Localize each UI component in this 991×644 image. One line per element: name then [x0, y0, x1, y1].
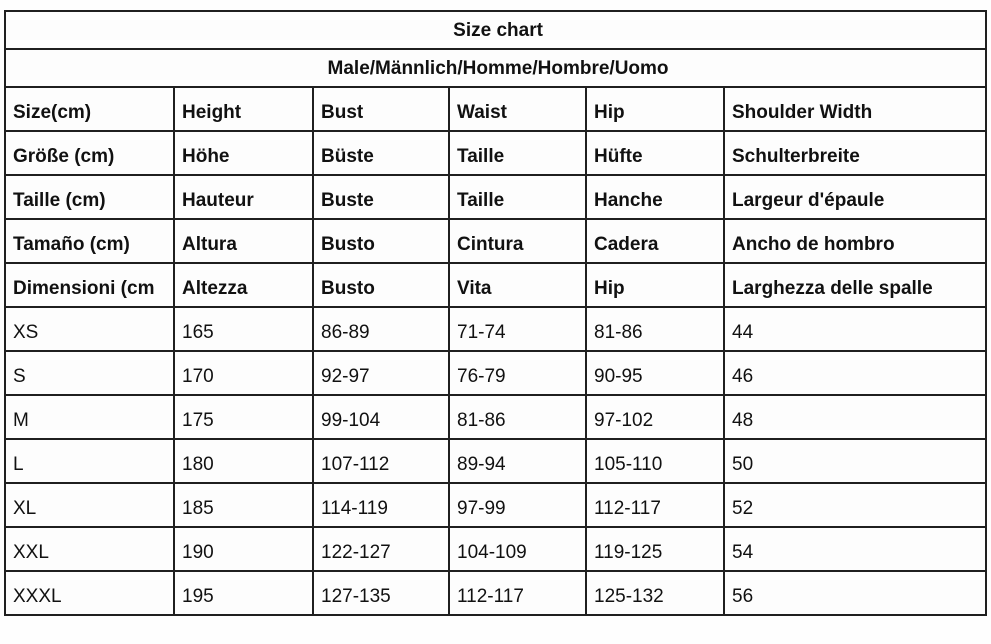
header-cell: Busto: [313, 219, 449, 263]
header-cell: Buste: [313, 175, 449, 219]
header-row: [5, 131, 986, 175]
table-cell: 86-89: [313, 307, 449, 351]
table-subtitle: Male/Männlich/Homme/Hombre/Uomo: [5, 49, 986, 87]
table-cell: 56: [724, 571, 986, 615]
table-cell: 119-125: [586, 527, 724, 571]
header-cell: Hip: [586, 87, 724, 131]
header-cell: Hüfte: [586, 131, 724, 175]
table-cell: 48: [724, 395, 986, 439]
table-row: [5, 527, 986, 571]
table-cell: 81-86: [449, 395, 586, 439]
header-cell: Schulterbreite: [724, 131, 986, 175]
table-cell: 105-110: [586, 439, 724, 483]
table-cell: 97-99: [449, 483, 586, 527]
table-cell: XXXL: [5, 571, 174, 615]
table-cell: 90-95: [586, 351, 724, 395]
table-cell: 175: [174, 395, 313, 439]
header-cell: Taille: [449, 175, 586, 219]
header-cell: Height: [174, 87, 313, 131]
header-cell: Büste: [313, 131, 449, 175]
table-row: [5, 439, 986, 483]
table-cell: XS: [5, 307, 174, 351]
header-cell: Taille (cm): [5, 175, 174, 219]
header-cell: Cintura: [449, 219, 586, 263]
header-row: [5, 87, 986, 131]
header-row: [5, 219, 986, 263]
header-cell: Bust: [313, 87, 449, 131]
table-cell: 54: [724, 527, 986, 571]
header-cell: Cadera: [586, 219, 724, 263]
table-cell: 99-104: [313, 395, 449, 439]
header-cell: Busto: [313, 263, 449, 307]
header-cell: Vita: [449, 263, 586, 307]
header-cell: Largeur d'épaule: [724, 175, 986, 219]
table-cell: 81-86: [586, 307, 724, 351]
table-cell: XXL: [5, 527, 174, 571]
header-cell: Hauteur: [174, 175, 313, 219]
header-cell: Hanche: [586, 175, 724, 219]
table-cell: 127-135: [313, 571, 449, 615]
header-row: [5, 175, 986, 219]
header-cell: Size(cm): [5, 87, 174, 131]
header-cell: Höhe: [174, 131, 313, 175]
header-cell: Dimensioni (cm: [5, 263, 174, 307]
table-cell: 52: [724, 483, 986, 527]
table-cell: 76-79: [449, 351, 586, 395]
header-cell: Shoulder Width: [724, 87, 986, 131]
table-cell: 46: [724, 351, 986, 395]
header-cell: Waist: [449, 87, 586, 131]
size-chart-table: [4, 10, 987, 616]
header-cell: Larghezza delle spalle: [724, 263, 986, 307]
table-cell: 180: [174, 439, 313, 483]
table-title: Size chart: [5, 11, 986, 49]
table-cell: 185: [174, 483, 313, 527]
table-cell: S: [5, 351, 174, 395]
table-row: [5, 307, 986, 351]
header-cell: Tamaño (cm): [5, 219, 174, 263]
header-cell: Taille: [449, 131, 586, 175]
table-cell: 195: [174, 571, 313, 615]
title-row: [5, 11, 986, 49]
table-cell: 89-94: [449, 439, 586, 483]
table-cell: 71-74: [449, 307, 586, 351]
header-cell: Altura: [174, 219, 313, 263]
table-cell: 190: [174, 527, 313, 571]
header-cell: Ancho de hombro: [724, 219, 986, 263]
subtitle-row: [5, 49, 986, 87]
table-cell: 122-127: [313, 527, 449, 571]
table-cell: 165: [174, 307, 313, 351]
table-cell: 114-119: [313, 483, 449, 527]
table-cell: 112-117: [449, 571, 586, 615]
table-row: [5, 483, 986, 527]
header-cell: Hip: [586, 263, 724, 307]
table-cell: 50: [724, 439, 986, 483]
table-cell: 125-132: [586, 571, 724, 615]
table-cell: 104-109: [449, 527, 586, 571]
header-cell: Altezza: [174, 263, 313, 307]
table-row: [5, 395, 986, 439]
table-cell: 107-112: [313, 439, 449, 483]
table-cell: 170: [174, 351, 313, 395]
table-cell: 112-117: [586, 483, 724, 527]
header-cell: Größe (cm): [5, 131, 174, 175]
table-row: [5, 571, 986, 615]
table-cell: 44: [724, 307, 986, 351]
table-cell: 92-97: [313, 351, 449, 395]
header-row: [5, 263, 986, 307]
table-cell: XL: [5, 483, 174, 527]
table-cell: M: [5, 395, 174, 439]
table-cell: 97-102: [586, 395, 724, 439]
table-cell: L: [5, 439, 174, 483]
table-row: [5, 351, 986, 395]
